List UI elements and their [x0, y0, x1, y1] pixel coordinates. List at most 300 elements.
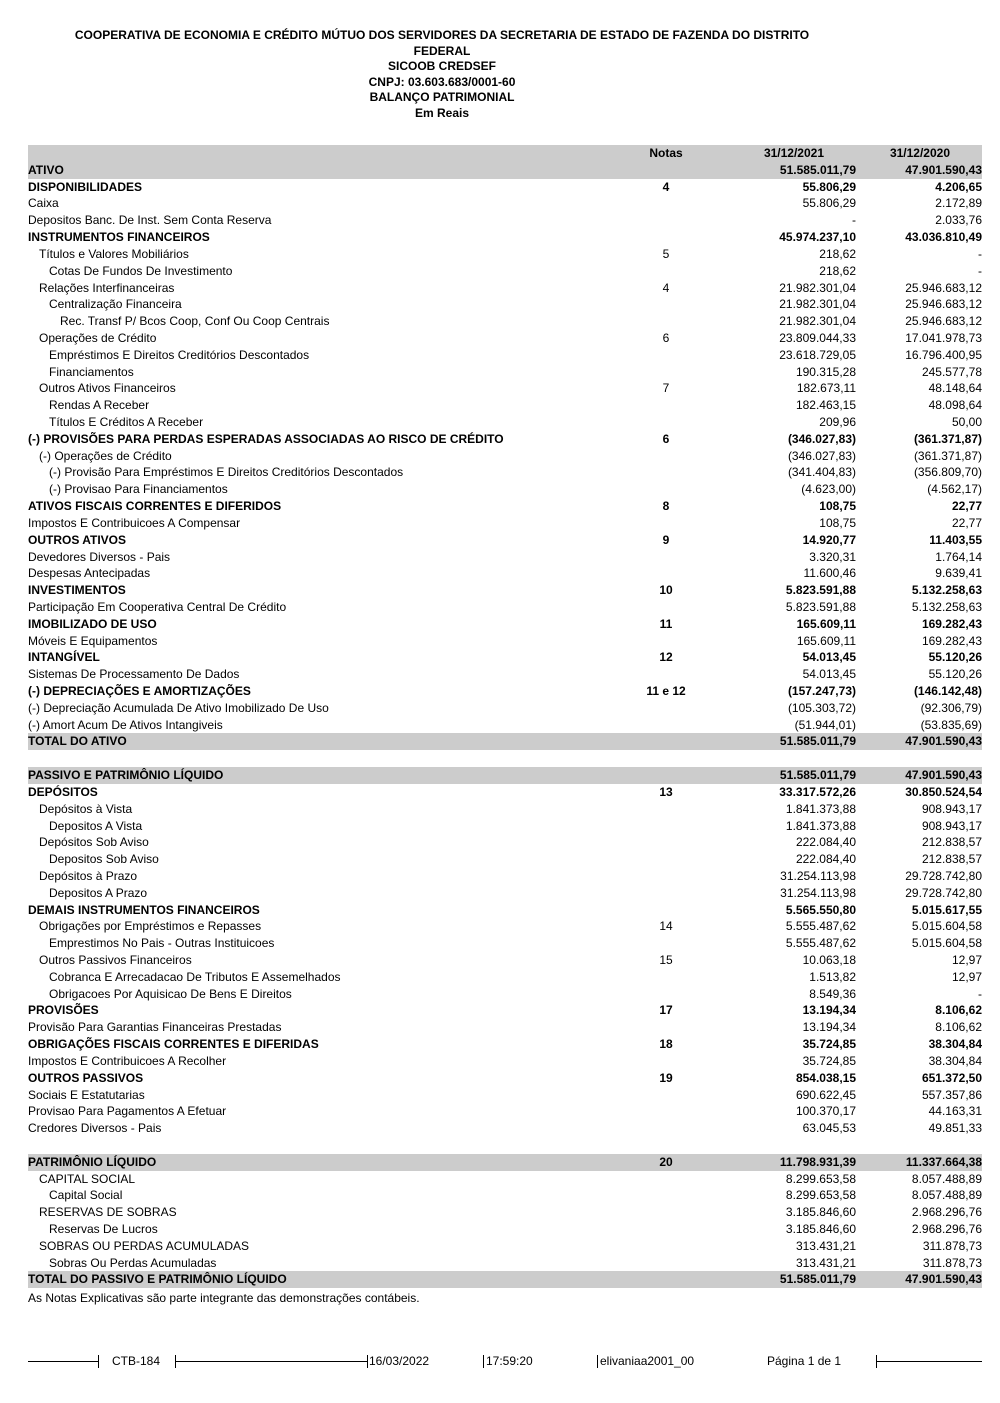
table-row	[28, 818, 982, 835]
footer-rule	[28, 1361, 98, 1362]
row-nota: 7	[662, 381, 670, 396]
table-row	[28, 649, 982, 666]
row-value-2021: 690.622,45	[795, 1087, 856, 1102]
row-value-2021: 35.724,85	[802, 1053, 856, 1068]
row-value-2020: 48.148,64	[928, 381, 982, 396]
row-value-2021: 23.809.044,33	[779, 330, 856, 345]
table-row	[28, 414, 982, 431]
table-row	[28, 683, 982, 700]
row-value-2021: 45.974.237,10	[779, 230, 856, 245]
footer-divider	[367, 1355, 368, 1368]
row-value-2020: 50,00	[951, 415, 982, 429]
footer-rule	[175, 1361, 367, 1362]
row-value-2021: 313.431,21	[795, 1238, 856, 1253]
row-nota: 8	[662, 499, 670, 514]
row-label: Sistemas De Processamento De Dados	[28, 667, 240, 682]
row-value-2020: (356.809,70)	[913, 465, 982, 480]
row-value-2021: 35.724,85	[802, 1037, 856, 1052]
section-patrimonio-liquido	[28, 1154, 982, 1289]
row-value-2020: 25.946.683,12	[905, 280, 982, 295]
table-row	[28, 918, 982, 935]
table-row	[28, 347, 982, 364]
row-label: Financiamentos	[49, 364, 134, 379]
row-label: ATIVOS FISCAIS CORRENTES E DIFERIDOS	[28, 499, 282, 514]
row-label: Outros Passivos Financeiros	[39, 953, 192, 967]
row-label: PROVISÕES	[28, 1003, 99, 1018]
row-label: Impostos E Contribuicoes A Recolher	[28, 1053, 227, 1068]
row-value-2021: 21.982.301,04	[779, 280, 856, 295]
row-value-2021: 23.618.729,05	[779, 347, 856, 362]
table-row	[28, 448, 982, 465]
row-value-2021: 5.823.591,88	[785, 583, 856, 598]
row-label: Reservas De Lucros	[49, 1222, 158, 1236]
row-label: PATRIMÔNIO LÍQUIDO	[28, 1154, 157, 1169]
row-value-2021: (157.247,73)	[787, 684, 856, 698]
row-value-2021: 11.600,46	[803, 566, 856, 581]
row-value-2020: 9.639,41	[935, 566, 982, 581]
table-row	[28, 1036, 982, 1053]
row-label: Cobranca E Arrecadacao De Tributos E Assemelhados	[49, 969, 341, 984]
row-value-2020: 212.838,57	[921, 835, 982, 850]
row-value-2020: (361.371,87)	[913, 448, 982, 463]
table-row	[28, 280, 982, 297]
table-row	[28, 616, 982, 633]
table-row	[28, 263, 982, 280]
row-value-2020: (4.562,17)	[927, 482, 982, 497]
row-value-2021: 222.084,40	[795, 835, 856, 850]
row-value-2020: 25.946.683,12	[905, 314, 982, 329]
row-label: Cotas De Fundos De Investimento	[49, 263, 233, 278]
row-value-2021: 21.982.301,04	[779, 297, 856, 312]
cooperative-name-cont: FEDERAL	[413, 43, 471, 58]
row-value-2021: 165.609,11	[796, 633, 856, 648]
row-value-2021: -	[852, 213, 856, 228]
table-row	[28, 515, 982, 532]
table-row	[28, 330, 982, 347]
table-row	[28, 767, 982, 784]
table-row	[28, 1103, 982, 1120]
row-value-2021: 222.084,40	[795, 852, 856, 867]
row-value-2021: 5.565.550,80	[785, 902, 856, 917]
row-value-2020: -	[978, 246, 982, 261]
row-value-2020: 908.943,17	[921, 818, 982, 833]
row-value-2021: 209,96	[819, 415, 856, 429]
row-value-2021: 313.431,21	[795, 1255, 856, 1270]
row-label: Rec. Transf P/ Bcos Coop, Conf Ou Coop Centrais	[60, 314, 330, 329]
row-nota: 10	[659, 583, 673, 598]
row-value-2021: 63.045,53	[802, 1121, 856, 1136]
row-value-2020: 12,97	[951, 969, 982, 984]
row-value-2021: 5.823.591,88	[785, 599, 856, 614]
table-row	[28, 364, 982, 381]
row-value-2021: 1.841.373,88	[785, 801, 856, 816]
row-value-2021: (346.027,83)	[787, 448, 856, 463]
row-label: Caixa	[28, 196, 59, 211]
row-nota: 11	[659, 616, 673, 631]
row-value-2020: 8.057.488,89	[911, 1171, 982, 1186]
row-value-2020: 22,77	[951, 515, 982, 530]
row-value-2021: 8.299.653,58	[785, 1171, 856, 1186]
row-value-2021: 51.585.011,79	[779, 734, 856, 749]
row-value-2020: 12,97	[951, 953, 982, 967]
table-row	[28, 902, 982, 919]
row-label: CAPITAL SOCIAL	[39, 1171, 136, 1186]
row-nota: 13	[659, 784, 673, 799]
table-row	[28, 969, 982, 986]
row-value-2021: 108,75	[819, 499, 856, 514]
print-date: 16/03/2022	[369, 1354, 430, 1368]
row-value-2020: 311.878,73	[922, 1238, 982, 1253]
row-label: IMOBILIZADO DE USO	[28, 616, 157, 631]
table-row	[28, 633, 982, 650]
table-row	[28, 986, 982, 1003]
row-value-2020: 245.577,78	[921, 364, 982, 379]
table-row	[28, 1002, 982, 1019]
row-value-2020: 311.878,73	[922, 1255, 982, 1270]
row-value-2021: 8.549,36	[809, 986, 856, 1001]
table-row	[28, 1019, 982, 1036]
table-row	[28, 296, 982, 313]
table-row	[28, 229, 982, 246]
row-value-2020: 22,77	[951, 499, 982, 514]
table-row	[28, 498, 982, 515]
row-nota: 6	[662, 431, 670, 446]
table-row	[28, 801, 982, 818]
row-label: Provisão Para Garantias Financeiras Prestadas	[28, 1020, 282, 1035]
table-row	[28, 481, 982, 498]
row-value-2020: 5.132.258,63	[911, 599, 982, 614]
footer-divider	[597, 1355, 598, 1368]
row-value-2021: 3.185.846,60	[785, 1222, 856, 1236]
row-value-2021: 10.063,18	[802, 953, 856, 967]
row-value-2020: 43.036.810,49	[905, 230, 982, 245]
row-label: Impostos E Contribuicoes A Compensar	[28, 515, 241, 530]
row-value-2020: 4.206,65	[935, 179, 982, 194]
row-value-2021: 55.806,29	[802, 196, 856, 211]
page-number: Página 1 de 1	[767, 1354, 842, 1368]
table-row	[28, 868, 982, 885]
row-value-2020: 17.041.978,73	[905, 330, 982, 345]
row-value-2021: (4.623,00)	[801, 482, 856, 497]
footer-divider	[98, 1355, 99, 1368]
row-label: INVESTIMENTOS	[28, 583, 126, 598]
row-value-2021: 13.194,34	[802, 1020, 856, 1035]
row-nota: 6	[662, 330, 670, 345]
row-value-2021: 3.320,31	[809, 549, 856, 564]
cnpj: CNPJ: 03.603.683/0001-60	[368, 74, 516, 89]
row-value-2020: 5.132.258,63	[911, 583, 982, 598]
report-title: BALANÇO PATRIMONIAL	[369, 90, 515, 104]
row-value-2020: 44.163,31	[928, 1104, 982, 1119]
table-row	[28, 733, 982, 750]
table-row	[28, 666, 982, 683]
table-row	[28, 1070, 982, 1087]
table-row	[28, 834, 982, 851]
col-header-2020: 31/12/2020	[889, 146, 950, 160]
row-label: Capital Social	[49, 1188, 123, 1203]
document-header	[0, 28, 884, 121]
row-label: (-) Provisao Para Financiamentos	[49, 482, 228, 497]
row-value-2020: 908.943,17	[921, 801, 982, 816]
row-nota: 9	[662, 532, 670, 547]
col-header-2021: 31/12/2021	[763, 146, 824, 160]
row-nota: 4	[662, 280, 670, 295]
table-row	[28, 549, 982, 566]
row-label: Despesas Antecipadas	[28, 566, 151, 581]
row-value-2020: -	[978, 986, 982, 1001]
row-label: (-) PROVISÕES PARA PERDAS ESPERADAS ASSOCIADAS AO RISCO DE CRÉDITO	[28, 431, 504, 446]
row-label: Operações de Crédito	[39, 330, 157, 345]
row-label: Participação Em Cooperativa Central De Crédito	[28, 599, 287, 614]
row-label: (-) Amort Acum De Ativos Intangiveis	[28, 717, 223, 732]
row-label: Emprestimos No Pais - Outras Instituicoes	[49, 936, 275, 951]
row-value-2021: 14.920,77	[802, 532, 856, 547]
row-label: Sobras Ou Perdas Acumuladas	[49, 1255, 217, 1270]
row-value-2020: 2.968.296,76	[911, 1222, 982, 1236]
row-value-2020: 47.901.590,43	[905, 734, 982, 749]
row-label: Obrigacoes Por Aquisicao De Bens E Direitos	[49, 986, 292, 1001]
row-value-2020: 55.120,26	[928, 650, 982, 665]
row-label: Móveis E Equipamentos	[28, 633, 158, 648]
row-label: INSTRUMENTOS FINANCEIROS	[28, 230, 210, 245]
row-label: Empréstimos E Direitos Creditórios Descontados	[49, 347, 310, 362]
row-label: Depósitos à Vista	[39, 801, 133, 816]
row-nota: 20	[659, 1154, 673, 1169]
row-nota: 5	[662, 246, 670, 261]
row-value-2020: 38.304,84	[928, 1053, 982, 1068]
table-row	[28, 431, 982, 448]
table-row	[28, 1255, 982, 1272]
row-value-2021: 218,62	[819, 263, 856, 278]
row-value-2020: 48.098,64	[928, 398, 982, 413]
row-value-2021: 190.315,28	[795, 364, 856, 379]
table-row	[28, 1221, 982, 1238]
row-label: (-) DEPRECIAÇÕES E AMORTIZAÇÕES	[28, 684, 251, 698]
row-value-2021: 51.585.011,79	[779, 162, 856, 177]
row-label: Depositos Sob Aviso	[49, 852, 159, 867]
row-label: Centralização Financeira	[49, 297, 182, 312]
footnote: As Notas Explicativas são parte integrante das demonstrações contábeis.	[28, 1291, 420, 1305]
footer-rule	[876, 1361, 982, 1362]
row-label: Títulos E Créditos A Receber	[49, 415, 204, 429]
row-value-2020: 651.372,50	[921, 1070, 982, 1085]
table-row	[28, 212, 982, 229]
report-code: CTB-184	[112, 1354, 161, 1368]
row-value-2020: 49.851,33	[928, 1121, 982, 1136]
row-value-2020: 25.946.683,12	[905, 297, 982, 312]
row-value-2021: 182.463,15	[795, 398, 856, 413]
row-value-2020: (146.142,48)	[913, 684, 982, 698]
row-value-2021: 8.299.653,58	[785, 1188, 856, 1203]
row-label: Depósitos à Prazo	[39, 868, 138, 883]
cooperative-short-name: SICOOB CREDSEF	[387, 59, 496, 73]
row-value-2020: 5.015.604,58	[911, 936, 982, 951]
row-label: Títulos e Valores Mobiliários	[39, 246, 189, 261]
table-row	[28, 464, 982, 481]
row-value-2021: 33.317.572,26	[779, 784, 856, 799]
row-value-2021: 1.841.373,88	[785, 818, 856, 833]
row-value-2021: 31.254.113,98	[780, 868, 856, 883]
row-label: Depositos A Vista	[49, 818, 143, 833]
cooperative-name: COOPERATIVA DE ECONOMIA E CRÉDITO MÚTUO DOS SERVIDORES DA SECRETARIA DE ESTADO DE FAZENDA DO DISTRITO	[74, 28, 810, 42]
row-label: PASSIVO E PATRIMÔNIO LÍQUIDO	[28, 768, 224, 783]
row-value-2020: 38.304,84	[928, 1037, 982, 1052]
row-value-2020: 47.901.590,43	[905, 1272, 982, 1287]
row-nota: 4	[662, 179, 670, 194]
row-value-2020: 47.901.590,43	[905, 162, 982, 177]
row-value-2021: (105.303,72)	[787, 700, 856, 715]
row-value-2020: 212.838,57	[921, 852, 982, 867]
table-row	[28, 565, 982, 582]
row-value-2021: 51.585.011,79	[779, 768, 856, 783]
row-value-2021: 21.982.301,04	[779, 314, 856, 329]
row-value-2020: 30.850.524,54	[905, 784, 982, 799]
footer-divider	[483, 1355, 484, 1368]
row-value-2020: 8.057.488,89	[911, 1188, 982, 1203]
row-nota: 12	[659, 650, 673, 665]
table-row	[28, 179, 982, 196]
row-value-2021: 1.513,82	[809, 969, 856, 984]
row-value-2020: 47.901.590,43	[905, 768, 982, 783]
row-nota: 15	[659, 953, 673, 967]
table-row	[28, 784, 982, 801]
row-value-2021: 182.673,11	[796, 381, 856, 396]
table-row	[28, 1204, 982, 1221]
section-passivo	[28, 767, 982, 1137]
table-row	[28, 1053, 982, 1070]
row-label: SOBRAS OU PERDAS ACUMULADAS	[39, 1238, 250, 1253]
row-nota: 11 e 12	[646, 684, 686, 698]
row-value-2021: 5.555.487,62	[785, 919, 856, 934]
row-value-2020: (92.306,79)	[920, 700, 982, 715]
row-value-2021: 54.013,45	[802, 650, 856, 665]
table-row	[28, 380, 982, 397]
row-label: Depositos A Prazo	[49, 885, 148, 900]
row-label: Devedores Diversos - Pais	[28, 549, 171, 564]
table-row	[28, 952, 982, 969]
row-label: RESERVAS DE SOBRAS	[39, 1205, 177, 1220]
row-value-2020: 169.282,43	[921, 633, 982, 648]
row-value-2021: (346.027,83)	[787, 431, 856, 446]
col-header-notas: Notas	[649, 146, 683, 160]
table-row	[28, 885, 982, 902]
row-label: DEMAIS INSTRUMENTOS FINANCEIROS	[28, 902, 260, 917]
table-row	[28, 851, 982, 868]
row-label: Outros Ativos Financeiros	[39, 381, 176, 396]
table-row	[28, 1120, 982, 1137]
row-value-2020: 8.106,62	[935, 1003, 982, 1018]
row-value-2020: 55.120,26	[928, 667, 982, 682]
row-label: INTANGÍVEL	[28, 650, 100, 665]
row-label: DEPÓSITOS	[28, 784, 98, 799]
row-label: (-) Depreciação Acumulada De Ativo Imobilizado De Uso	[28, 700, 329, 715]
row-value-2021: 218,62	[819, 246, 856, 261]
row-label: ATIVO	[28, 162, 64, 177]
row-value-2020: (361.371,87)	[913, 431, 982, 446]
table-row	[28, 313, 982, 330]
row-value-2020: 5.015.604,58	[911, 919, 982, 934]
row-value-2020: -	[978, 263, 982, 278]
row-label: Relações Interfinanceiras	[39, 280, 175, 295]
row-value-2020: 16.796.400,95	[905, 347, 982, 362]
row-value-2021: 5.555.487,62	[785, 936, 856, 951]
row-value-2021: 55.806,29	[802, 179, 856, 194]
balance-sheet-table	[28, 145, 982, 1288]
row-label: OBRIGAÇÕES FISCAIS CORRENTES E DIFERIDAS	[28, 1037, 319, 1052]
row-value-2020: 11.403,55	[929, 532, 982, 547]
row-value-2021: 31.254.113,98	[780, 885, 856, 900]
row-nota: 18	[659, 1037, 673, 1052]
row-nota: 19	[659, 1070, 673, 1085]
section-spacer	[28, 750, 982, 767]
currency-unit: Em Reais	[414, 105, 470, 120]
row-value-2020: 2.968.296,76	[911, 1205, 982, 1220]
row-value-2021: 165.609,11	[796, 616, 856, 631]
section-ativo	[28, 162, 982, 750]
row-nota: 14	[659, 919, 673, 934]
row-label: TOTAL DO ATIVO	[28, 734, 127, 749]
table-row	[28, 1271, 982, 1288]
row-label: Credores Diversos - Pais	[28, 1121, 162, 1136]
row-value-2020: 2.033,76	[935, 213, 982, 228]
row-value-2020: (53.835,69)	[920, 717, 982, 732]
row-value-2021: 13.194,34	[802, 1003, 856, 1018]
row-value-2021: 11.798.931,39	[779, 1154, 856, 1169]
row-label: (-) Provisão Para Empréstimos E Direitos Creditórios Descontados	[49, 465, 404, 480]
print-time: 17:59:20	[486, 1354, 533, 1368]
table-row	[28, 1087, 982, 1104]
row-value-2021: 51.585.011,79	[779, 1272, 856, 1287]
page-footer	[0, 1352, 1000, 1372]
row-value-2020: 29.728.742,80	[905, 868, 982, 883]
table-row	[28, 162, 982, 179]
row-value-2021: 108,75	[819, 515, 856, 530]
column-header-row	[28, 145, 982, 162]
row-value-2021: 3.185.846,60	[785, 1205, 856, 1220]
table-row	[28, 1154, 982, 1171]
row-label: Depositos Banc. De Inst. Sem Conta Reserva	[28, 213, 272, 228]
row-value-2020: 8.106,62	[935, 1020, 982, 1035]
row-value-2020: 2.172,89	[935, 196, 982, 211]
row-value-2020: 29.728.742,80	[905, 885, 982, 900]
table-row	[28, 195, 982, 212]
row-value-2020: 11.337.664,38	[905, 1154, 982, 1169]
row-label: Obrigações por Empréstimos e Repasses	[39, 919, 262, 934]
user-id: elivaniaa2001_00	[600, 1354, 695, 1368]
row-label: Provisao Para Pagamentos A Efetuar	[28, 1104, 227, 1119]
row-label: OUTROS ATIVOS	[28, 532, 127, 547]
row-value-2021: (341.404,83)	[787, 465, 856, 480]
row-value-2020: 1.764,14	[935, 549, 982, 564]
table-row	[28, 246, 982, 263]
table-row	[28, 582, 982, 599]
row-value-2021: 854.038,15	[795, 1070, 856, 1085]
row-label: OUTROS PASSIVOS	[28, 1070, 144, 1085]
table-row	[28, 1187, 982, 1204]
table-row	[28, 599, 982, 616]
table-row	[28, 397, 982, 414]
row-label: DISPONIBILIDADES	[28, 179, 143, 194]
row-label: Depósitos Sob Aviso	[39, 835, 149, 850]
row-value-2020: 5.015.617,55	[911, 902, 982, 917]
row-label: TOTAL DO PASSIVO E PATRIMÔNIO LÍQUIDO	[28, 1272, 287, 1287]
row-value-2020: 169.282,43	[921, 616, 982, 631]
table-row	[28, 532, 982, 549]
table-row	[28, 935, 982, 952]
row-label: (-) Operações de Crédito	[39, 448, 172, 463]
table-row	[28, 717, 982, 734]
table-row	[28, 700, 982, 717]
